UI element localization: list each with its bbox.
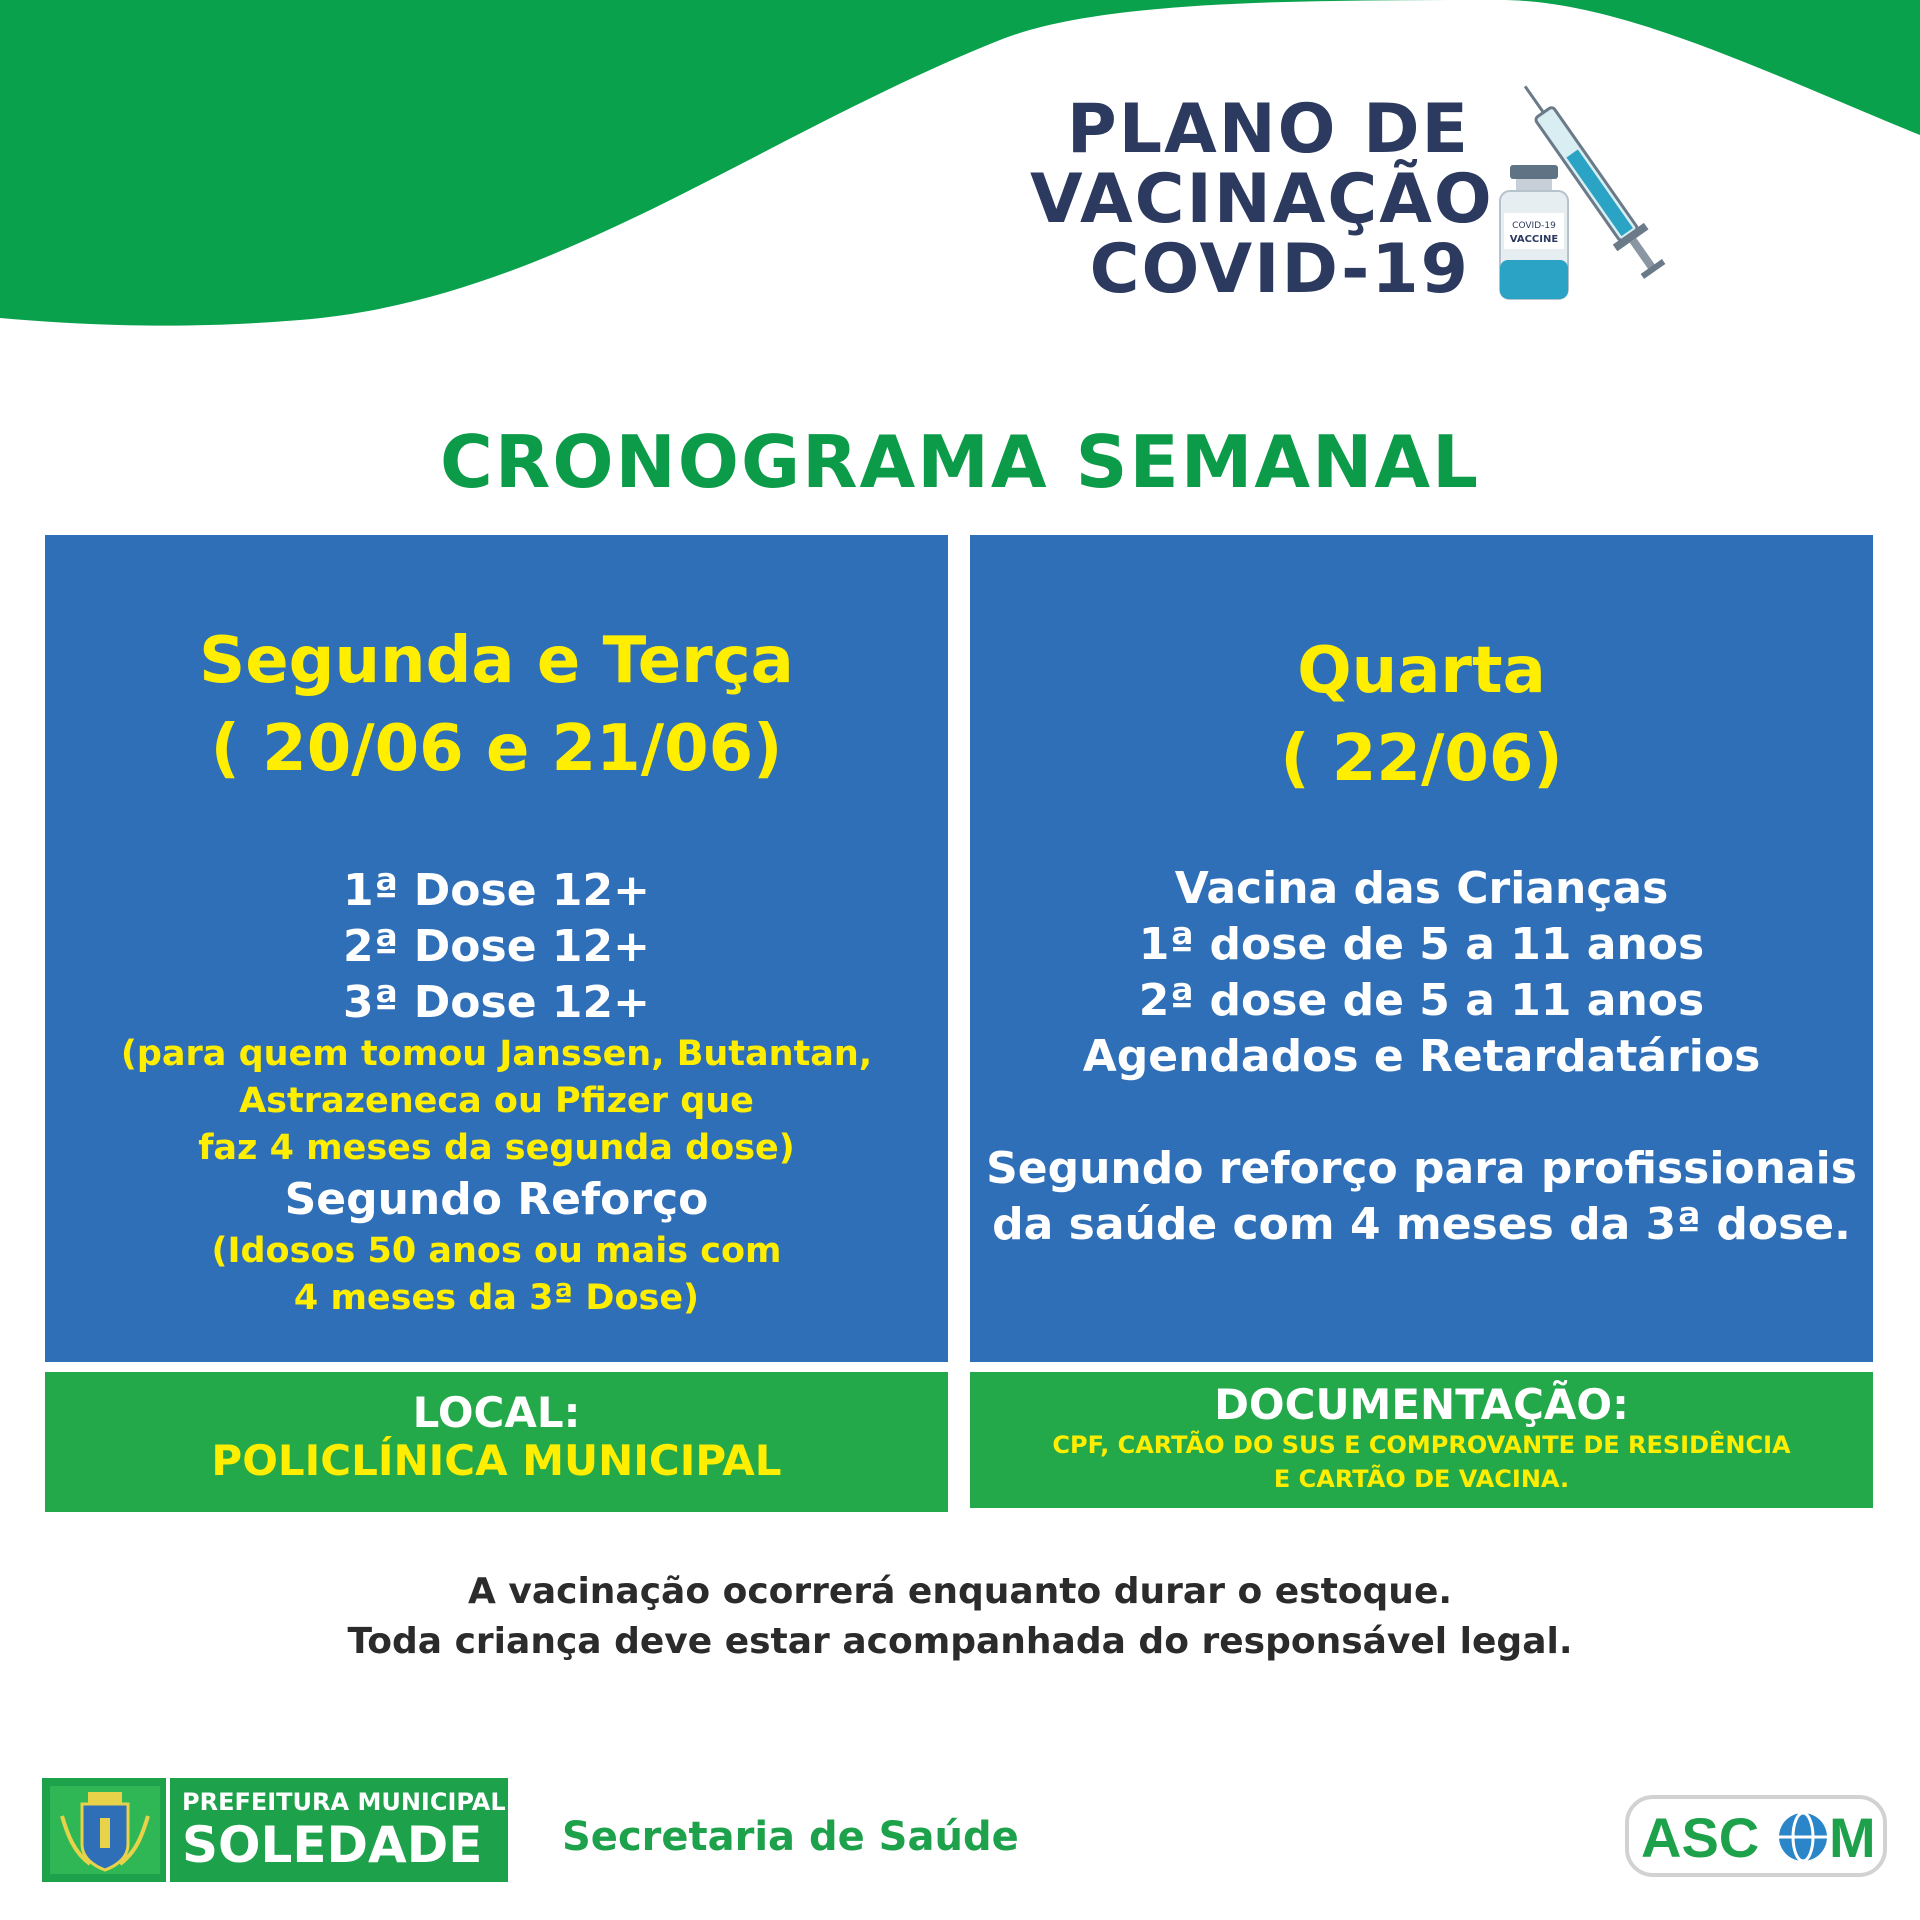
location-value: POLICLÍNICA MUNICIPAL	[211, 1436, 782, 1485]
prefeitura-line-1: PREFEITURA MUNICIPAL	[182, 1788, 506, 1816]
documentation-line-1: CPF, CARTÃO DO SUS E COMPROVANTE DE RESIDÊNCIA	[1052, 1431, 1791, 1459]
panel-left-dates: ( 20/06 e 21/06)	[210, 712, 783, 786]
location-box	[45, 1372, 948, 1512]
reforco-note-line-2: 4 meses da 3ª Dose)	[293, 1278, 700, 1318]
note-line-1: A vacinação ocorrerá enquanto durar o estoque.	[467, 1571, 1453, 1612]
panel-left-day: Segunda e Terça	[199, 624, 794, 698]
location-label: LOCAL:	[412, 1388, 581, 1437]
prefeitura-line-2: SOLEDADE	[182, 1816, 483, 1874]
dose-3-note-line-3: faz 4 meses da segunda dose)	[198, 1128, 795, 1168]
panel-right-day: Quarta	[1297, 634, 1546, 708]
documentation-box	[970, 1372, 1873, 1508]
schedule-panel-wednesday	[970, 535, 1873, 1362]
coat-of-arms-icon	[50, 1786, 160, 1874]
secretaria-label: Secretaria de Saúde	[562, 1814, 1019, 1860]
spacer	[970, 535, 1873, 627]
prefeitura-logo	[42, 1778, 508, 1882]
page-title: CRONOGRAMA SEMANAL	[440, 420, 1480, 504]
spacer	[970, 803, 1873, 861]
notes	[0, 1567, 1920, 1667]
reforco-line: Segundo Reforço	[284, 1174, 709, 1225]
children-line-4: Agendados e Retardatários	[1082, 1031, 1761, 1082]
ascom-logo	[1625, 1795, 1887, 1877]
logo-divider	[166, 1778, 170, 1882]
plan-title-line-2: VACINAÇÃO	[1030, 160, 1494, 239]
dose-3-line: 3ª Dose 12+	[343, 977, 650, 1028]
children-line-2: 1ª dose de 5 a 11 anos	[1138, 919, 1705, 970]
spacer	[970, 1085, 1873, 1141]
vaccine-syringe-icon	[1490, 85, 1680, 305]
plan-title	[1030, 90, 1494, 309]
children-line-1: Vacina das Crianças	[1174, 863, 1669, 914]
dose-3-note-line-1: (para quem tomou Janssen, Butantan,	[120, 1034, 873, 1074]
note-line-2: Toda criança deve estar acompanhada do responsável legal.	[347, 1621, 1573, 1662]
professionals-reforco-line-2: da saúde com 4 meses da 3ª dose.	[992, 1199, 1851, 1250]
vial-label-line-2: VACCINE	[1509, 234, 1559, 245]
svg-text:ASC: ASC	[1641, 1806, 1760, 1869]
vial-label-line-1: COVID-19	[1512, 221, 1556, 231]
panel-right-dates: ( 22/06)	[1280, 722, 1563, 796]
spacer	[45, 535, 948, 617]
documentation-label: DOCUMENTAÇÃO:	[1214, 1380, 1629, 1429]
reforco-note-line-1: (Idosos 50 anos ou mais com	[211, 1231, 782, 1271]
dose-1-line: 1ª Dose 12+	[343, 865, 650, 916]
plan-title-line-3: COVID-19	[1089, 230, 1470, 309]
plan-title-line-1: PLANO DE	[1066, 90, 1470, 169]
spacer	[45, 793, 948, 863]
dose-2-line: 2ª Dose 12+	[343, 921, 650, 972]
professionals-reforco-line-1: Segundo reforço para profissionais	[986, 1143, 1857, 1194]
dose-3-note-line-2: Astrazeneca ou Pfizer que	[239, 1081, 754, 1121]
schedule-panel-monday-tuesday	[45, 535, 948, 1362]
svg-text:M: M	[1829, 1806, 1876, 1869]
children-line-3: 2ª dose de 5 a 11 anos	[1138, 975, 1705, 1026]
documentation-line-2: E CARTÃO DE VACINA.	[1273, 1465, 1570, 1493]
